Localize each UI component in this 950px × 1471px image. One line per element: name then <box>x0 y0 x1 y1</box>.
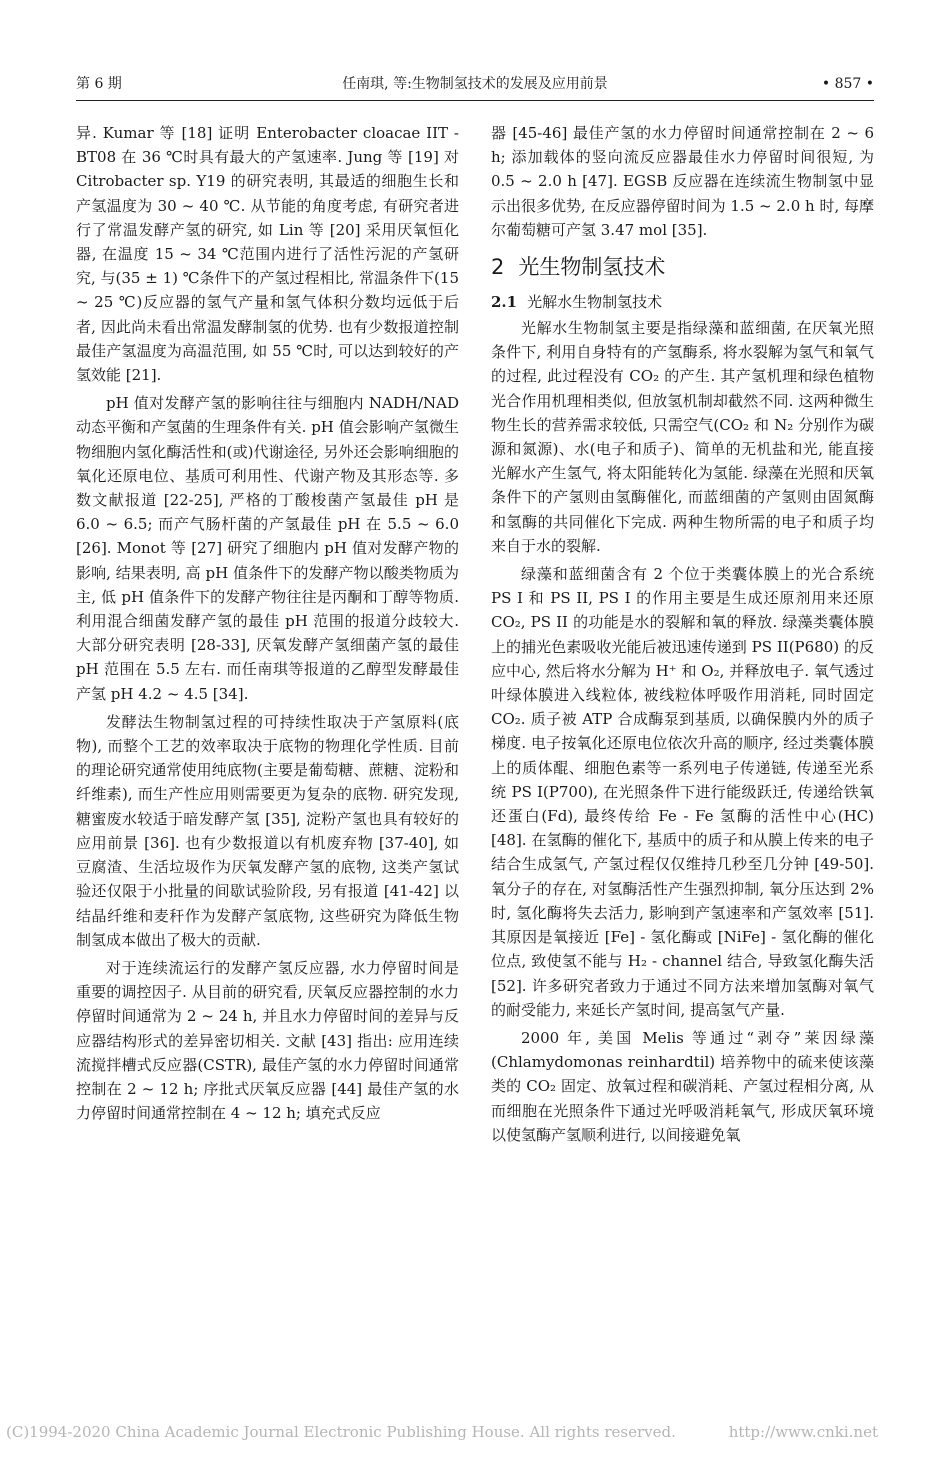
paragraph-substrate: 发酵法生物制氢过程的可持续性取决于产氢原料(底物), 而整个工艺的效率取决于底物的物理化学性质. 目前的理论研究通常使用纯底物(主要是葡萄糖、蔗糖、淀粉和纤维素), 而生产性应用则需要更为复杂的底物. 研究发现, 糖蜜废水较适于暗发酵产氢 [35], 淀粉产氢也具有较好的应用前景 [36]. 也有少数报道以有机废弃物 [37-40], 如豆腐渣、生活垃圾作为厌氧发酵产氢的底物, 这类产氢试验还仅限于小批量的间歇试验阶段, 另有报道 [41-42] 以结晶纤维和麦秆作为发酵产氢底物, 这些研究为降低生物制氢成本做出了极大的贡献. <box>76 712 459 949</box>
copyright-notice: (C)1994-2020 China Academic Journal Electronic Publishing House. All rights reserved. <box>6 1423 676 1441</box>
issue-number: 第 6 期 <box>76 76 122 92</box>
paragraph-ph: pH 值对发酵产氢的影响往往与细胞内 NADH/NAD 动态平衡和产氢菌的生理条件有关. pH 值会影响产氢微生物细胞内氢化酶活性和(或)代谢途径, 另外还会影响细胞的氧化还原电位、基质可利用性、代谢产物及其形态等. 多数文献报道 [22-25], 严格的丁酸梭菌产氢最佳 pH 是 6.0 ~ 6.5; 而产气肠杆菌的产氢最佳 pH 在 5.5 ~ 6.0 [26]. Monot 等 [27] 研究了细胞内 pH 值对发酵产物的影响, 结果表明, 高 pH 值条件下的发酵产物以酸类物质为主, 低 pH 值条件下的发酵产物往往是丙酮和丁醇等物质. 利用混合细菌发酵产氢的最佳 pH 范围的报道分歧较大. 大部分研究表明 [28-33], 厌氧发酵产氢细菌产氢的最佳 pH 范围在 5.5 左右. 而任南琪等报道的乙醇型发酵最佳产氢 pH 4.2 ~ 4.5 [34]. <box>76 394 459 703</box>
section-heading <box>491 252 874 282</box>
paragraph-hrt: 对于连续流运行的发酵产氢反应器, 水力停留时间是重要的调控因子. 从目前的研究看, 厌氧反应器控制的水力停留时间通常为 2 ~ 24 h, 并且水力停留时间的差异与反应器结构形式的差异密切相关. 文献 [43] 指出: 应用连续流搅拌槽式反应器(CSTR), 最佳产氢的水力停留时间通常控制在 2 ~ 12 h; 序批式厌氧反应器 [44] 最佳产氢的水力停留时间通常控制在 4 ~ 12 h; 填充式反应 <box>76 958 459 1123</box>
page-number: • 857 • <box>821 76 874 92</box>
paragraph-melis: 2000 年, 美国 Melis 等通过“剥夺”莱因绿藻(Chlamydomonas reinhardtil) 培养物中的硫来使该藻类的 CO₂ 固定、放氧过程和碳消耗、产氢过程相分离, 从而细胞在光照条件下通过光呼吸消耗氧气, 形成厌氧环境以使氢酶产氢顺利进行, 以间接避免氧 <box>491 1028 874 1144</box>
footer-watermark <box>0 1420 950 1444</box>
subsection-heading <box>491 290 874 314</box>
running-title: 任南琪, 等:生物制氢技术的发展及应用前景 <box>342 76 608 92</box>
running-header <box>76 72 874 96</box>
left-column <box>76 121 459 1125</box>
paragraph-photolysis: 光解水生物制氢主要是指绿藻和蓝细菌, 在厌氧光照条件下, 利用自身特有的产氢酶系, 将水裂解为氢气和氧气的过程, 此过程没有 CO₂ 的产生. 其产氢机理和绿色植物光合作用机理相类似, 但放氢机制却截然不同. 这两种微生物生长的营养需求较低, 只需空气(CO₂ 和 N₂ 分别作为碳源和氮源)、水(电子和质子)、简单的无机盐和光, 能直接光解水产生氢气, 将太阳能转化为氢能. 绿藻在光照和厌氧条件下的产氢则由氢酶催化, 而蓝细菌的产氢则由固氮酶和氢酶的共同催化下完成. 两种生物所需的电子和质子均来自于水的裂解. <box>491 319 874 555</box>
paragraph-hrt-cont: 器 [45-46] 最佳产氢的水力停留时间通常控制在 2 ~ 6 h; 添加载体的竖向流反应器最佳水力停留时间很短, 为 0.5 ~ 2.0 h [47]. EGSB 反应器在连续流生物制氢中显示出很多优势, 在反应器停留时间为 1.5 ~ 2.0 h 时, 每摩尔葡萄糖可产氢 3.47 mol [35]. <box>491 124 874 239</box>
section-number: 2 <box>491 255 505 280</box>
header-rule <box>76 100 874 101</box>
right-column <box>491 121 874 1147</box>
cnki-url: http://www.cnki.net <box>728 1423 878 1441</box>
section-title: 光生物制氢技术 <box>518 255 666 280</box>
subsection-number: 2.1 <box>491 293 518 312</box>
paragraph-temperature-cont: 异. Kumar 等 [18] 证明 Enterobacter cloacae IIT - BT08 在 36 ℃时具有最大的产氢速率. Jung 等 [19] 对 Citrobacter sp. Y19 的研究表明, 其最适的细胞生长和产氢温度为 30 ~ 40 ℃. 从节能的角度考虑, 有研究者进行了常温发酵产氢的研究, 如 Lin 等 [20] 采用厌氧恒化器, 在温度 15 ~ 34 ℃范围内进行了活性污泥的产氢研究, 与(35 ± 1) ℃条件下的产氢过程相比, 常温条件下(15 ~ 25 ℃)反应器的氢气产量和氢气体积分数均远低于后者, 因此尚未看出常温发酵制氢的优势. 也有少数报道控制最佳产氢温度为高温范围, 如 55 ℃时, 可以达到较好的产氢效能 [21]. <box>76 124 459 385</box>
paragraph-photosystems: 绿藻和蓝细菌含有 2 个位于类囊体膜上的光合系统 PS I 和 PS II, PS I 的作用主要是生成还原剂用来还原 CO₂, PS II 的功能是水的裂解和氧的释放. 绿藻类囊体膜上的捕光色素吸收光能后被迅速传递到 PS II(P680) 的反应中心, 然后将水分解为 H⁺ 和 O₂, 并释放电子. 氧气透过叶绿体膜进入线粒体, 被线粒体呼吸作用消耗, 同时固定 CO₂. 质子被 ATP 合成酶泵到基质, 以确保膜内外的质子梯度. 电子按氧化还原电位依次升高的顺序, 经过类囊体膜上的质体醌、细胞色素等一系列电子传递链, 传递至光系统 PS I(P700), 在光照条件下进行能级跃迁, 传递给铁氧还蛋白(Fd), 最终传给 Fe - Fe 氢酶的活性中心(HC) [48]. 在氢酶的催化下, 基质中的质子和从膜上传来的电子结合生成氢气, 产氢过程仅仅维持几秒至几分钟 [49-50]. 氧分子的存在, 对氢酶活性产生强烈抑制, 氧分压达到 2% 时, 氢化酶将失去活力, 影响到产氢速率和产氢效率 [51]. 其原因是氧接近 [Fe] - 氢化酶或 [NiFe] - 氢化酶的催化位点, 致使氢不能与 H₂ - channel 结合, 导致氢化酶失活 [52]. 许多研究者致力于通过不同方法来增加氢酶对氧气的耐受能力, 来延长产氢时间, 提高氢气产量. <box>491 565 874 1019</box>
subsection-title: 光解水生物制氢技术 <box>527 293 663 312</box>
